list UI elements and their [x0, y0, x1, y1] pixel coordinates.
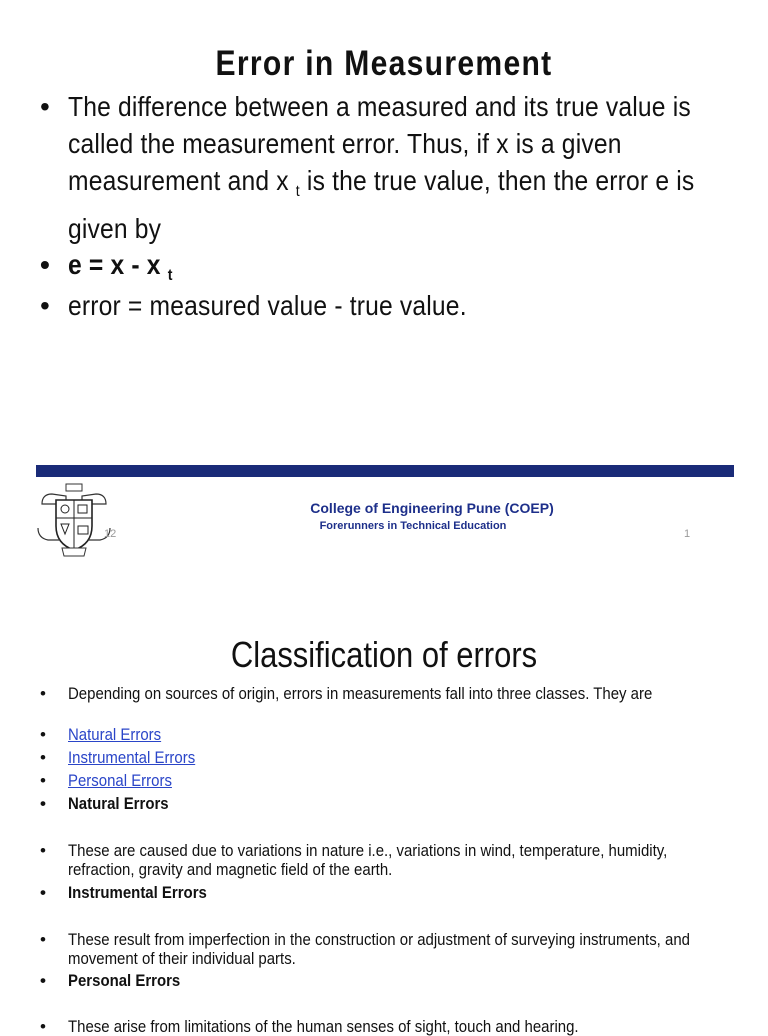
footer-bar: [36, 465, 734, 477]
bullet-dot: •: [40, 930, 46, 949]
bullet-dot: •: [40, 748, 46, 767]
bullet-dot: •: [40, 1017, 46, 1036]
bullet-dot: •: [40, 684, 46, 703]
slide-number: 1: [684, 528, 691, 540]
desc-instrumental-errors: • These result from imperfection in the construction or adjustment of surveying instruments, and movement of their individual parts.: [40, 930, 690, 968]
bullet-dot: •: [40, 841, 46, 860]
bullet-dot: •: [40, 794, 46, 813]
bullet-error-equation: [40, 287, 740, 324]
heading-natural-errors: • Natural Errors: [40, 794, 169, 813]
link-natural-errors[interactable]: Natural Errors: [68, 725, 162, 744]
bullet-link-natural[interactable]: [40, 725, 740, 744]
bullet-dot: •: [40, 725, 46, 744]
bullet-definition: [40, 88, 740, 247]
bullet-link-instrumental[interactable]: [40, 748, 740, 767]
bullet-dot: •: [40, 91, 51, 122]
footer-college-name: College of Engineering Pune (COEP): [310, 500, 554, 516]
heading-personal-errors: • Personal Errors: [40, 971, 181, 990]
bullet-dot: •: [40, 290, 51, 321]
definition-text: The difference between a measured and its true value is called the measurement error. Thus, if x is a given measurement and x: [68, 91, 691, 196]
slide-title: Classification of errors: [230, 634, 538, 675]
bullet-link-personal[interactable]: [40, 771, 740, 790]
formula: e = x - x: [68, 249, 161, 280]
desc-natural-errors: • These are caused due to variations in nature i.e., variations in wind, temperature, humidity, refraction, gravity and magnetic field of the earth.: [40, 841, 668, 879]
bullet-intro: • Depending on sources of origin, errors in measurements fall into three classes. They are: [40, 684, 653, 703]
bullet-dot: •: [40, 249, 51, 280]
subscript-t: t: [295, 183, 300, 200]
slide-title: Error in Measurement: [215, 44, 553, 83]
bullet-dot: •: [40, 971, 46, 990]
formula-subscript: t: [167, 267, 173, 284]
bullet-dot: •: [40, 883, 46, 902]
bullet-dot: •: [40, 771, 46, 790]
slide-classification-of-errors: [0, 600, 768, 1036]
footer-date: 12: [104, 528, 117, 540]
link-personal-errors[interactable]: Personal Errors: [68, 771, 172, 790]
heading-instrumental-errors: • Instrumental Errors: [40, 883, 207, 902]
error-equation-text: error = measured value - true value.: [68, 290, 467, 321]
desc-personal-errors: • These arise from limitations of the human senses of sight, touch and hearing.: [40, 1017, 579, 1036]
link-instrumental-errors[interactable]: Instrumental Errors: [68, 748, 196, 767]
footer-tagline: Forerunners in Technical Education: [319, 520, 507, 532]
definition-tail: is the true value, then the error e is given by: [68, 165, 695, 244]
